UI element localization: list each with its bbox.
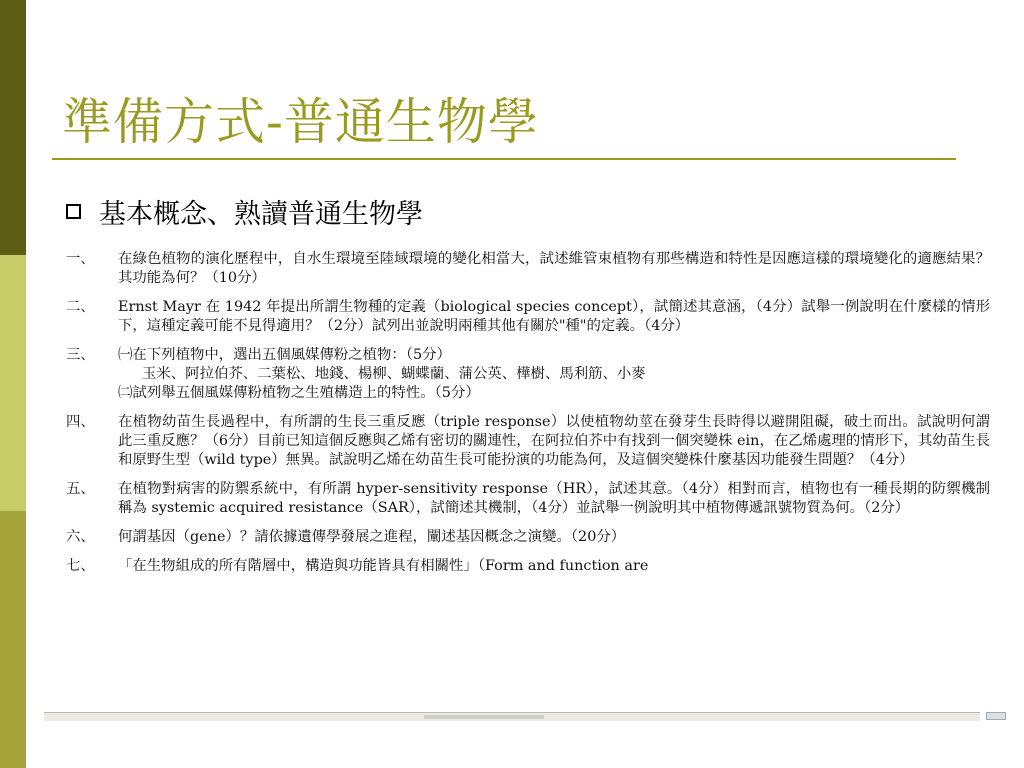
square-bullet-icon <box>66 204 81 219</box>
question-6 <box>66 528 990 547</box>
question-3 <box>66 346 990 403</box>
question-number: 二、 <box>66 299 95 315</box>
title-divider <box>52 158 956 160</box>
question-number: 三、 <box>66 347 95 363</box>
left-bar-top <box>0 0 26 255</box>
question-number: 四、 <box>66 414 95 430</box>
horizontal-scrollbar[interactable] <box>44 712 980 721</box>
question-2 <box>66 298 990 336</box>
left-bar-bottom <box>0 511 26 768</box>
exam-questions-image <box>66 250 990 712</box>
question-text: 何謂基因（gene）？請依據遺傳學發展之進程，闡述基因概念之演變。（20分） <box>118 529 626 545</box>
scrollbar-thumb[interactable] <box>424 715 544 719</box>
question-text: 在植物幼苗生長過程中，有所謂的生長三重反應（triple response）以使植物幼莖在發芽生長時得以避開阻礙，破土而出。試說明何謂此三重反應？（6分）目前已知這個反應與乙烯有密切的關連性，在阿拉伯芥中有找到一個突變株 ein，在乙烯處理的情形下，其幼苗生長和原野生型（wild type）無異。試說明乙烯在幼苗生長可能扮演的功能為何，及這個突變株什麼基因功能發生問題？（4分） <box>118 414 990 468</box>
question-text: Ernst Mayr 在 1942 年提出所謂生物種的定義（biological species concept），試簡述其意涵，（4分）試舉一例說明在什麼樣的情形下，這種定義可能不見得適用？（2分）試列出並說明兩種其他有關於"種"的定義。（4分） <box>118 299 990 334</box>
question-7 <box>66 557 990 576</box>
question-5 <box>66 480 990 518</box>
question-1 <box>66 250 990 288</box>
question-number: 六、 <box>66 529 95 545</box>
bullet-item <box>66 192 423 231</box>
bullet-text: 基本概念、熟讀普通生物學 <box>99 199 423 230</box>
question-text: 「在生物組成的所有階層中，構造與功能皆具有相關性」（Form and function are <box>118 558 649 574</box>
question-subpart-2: ㈡試列舉五個風媒傳粉植物之生殖構造上的特性。（5分） <box>118 385 480 401</box>
question-subpart-1: ㈠在下列植物中，選出五個風媒傳粉之植物：（5分） <box>118 347 451 363</box>
question-number: 五、 <box>66 481 95 497</box>
scroll-corner <box>986 712 1006 720</box>
left-bar-middle <box>0 255 26 511</box>
slide-title: 準備方式-普通生物學 <box>62 93 539 151</box>
question-text: 在綠色植物的演化歷程中，自水生環境至陸域環境的變化相當大，試述維管束植物有那些構造和特性是因應這樣的環境變化的適應結果？其功能為何？（10分） <box>118 251 990 286</box>
question-text: 在植物對病害的防禦系統中，有所謂 hyper-sensitivity response（HR），試述其意。（4分）相對而言，植物也有一種長期的防禦機制稱為 systemic acquired resistance（SAR），試簡述其機制，（4分）並試舉一例說明其中植物傳遞訊號物質為何。（2分） <box>118 481 990 516</box>
question-number: 七、 <box>66 558 95 574</box>
question-number: 一、 <box>66 251 95 267</box>
question-4 <box>66 413 990 470</box>
plant-list: 玉米、阿拉伯芥、二葉松、地錢、楊柳、蝴蝶蘭、蒲公英、樺樹、馬利筋、小麥 <box>142 366 646 382</box>
